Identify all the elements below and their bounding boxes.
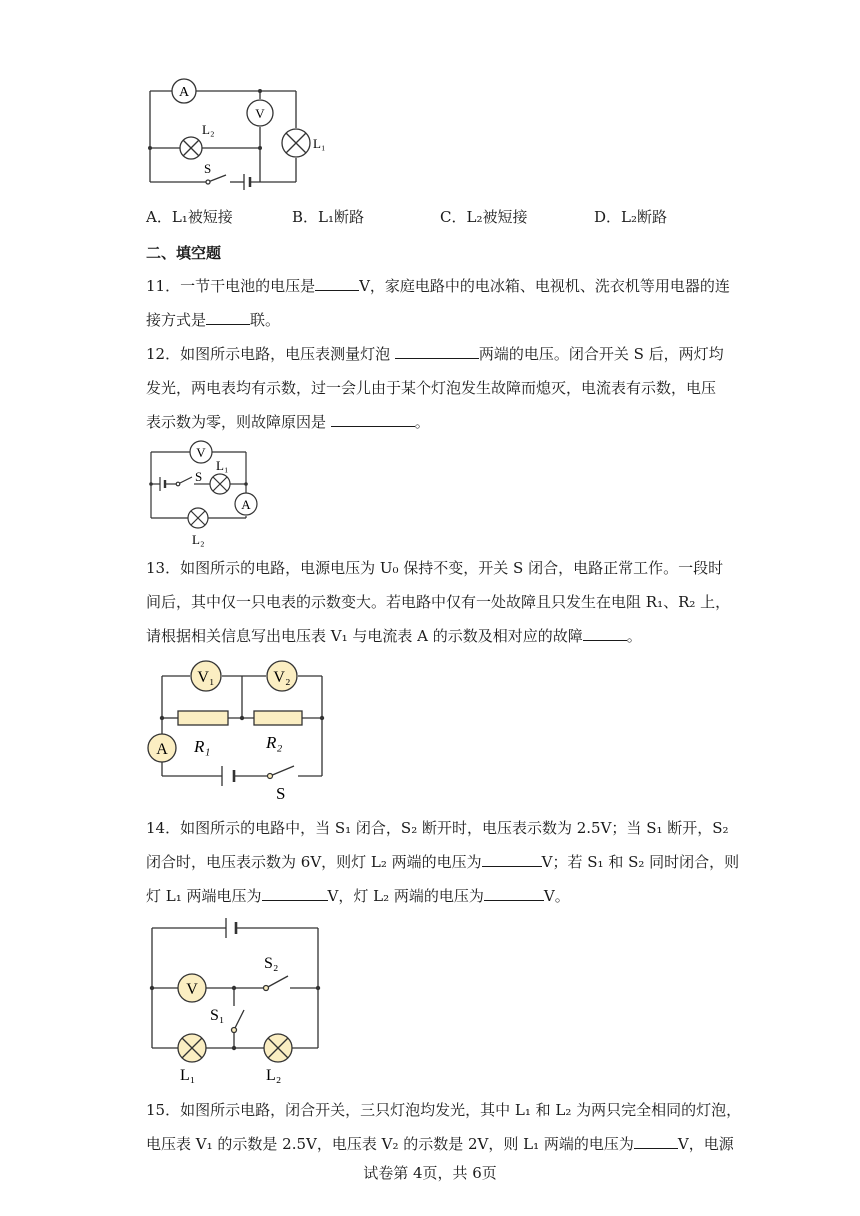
q13-resistor2-label: R₂ (266, 733, 283, 752)
q13-resistor1-label: R₁ (194, 737, 211, 756)
answer-blank[interactable] (484, 886, 544, 901)
q10-lamp2-label: L₂ (202, 122, 215, 137)
q13-line-3: 请根据相关信息写出电压表 V₁ 与电流表 A 的示数及相对应的故障 。 (146, 627, 642, 645)
q15-line-2: 电压表 V₁ 的示数是 2.5V，电压表 V₂ 的示数是 2V，则 L₁ 两端的电压为 V，电源 (146, 1135, 734, 1153)
q13-ammeter-label: A (156, 741, 168, 758)
q14-switch2-label: S₂ (264, 955, 279, 972)
answer-blank[interactable] (634, 1134, 678, 1149)
q10-lamp1-label: L₁ (313, 136, 326, 151)
q13-circuit-diagram (144, 658, 330, 806)
q12-line-3: 表示数为零，则故障原因是 。 (146, 413, 430, 431)
section-title-fill-in: 二、填空题 (146, 244, 222, 262)
answer-blank[interactable] (206, 310, 250, 325)
q13-switch-label: S (276, 784, 286, 803)
q14-lamp1-label: L₁ (180, 1067, 196, 1084)
q10-voltmeter-label: V (255, 106, 265, 121)
q14-voltmeter-label: V (186, 981, 198, 998)
q12-switch-label: S (195, 469, 203, 484)
page-footer: 试卷第 4页，共 6页 (363, 1164, 497, 1182)
q10-option-c: C．L₂被短接 (440, 208, 528, 226)
q14-line-3: 灯 L₁ 两端电压为 V，灯 L₂ 两端的电压为 V。 (146, 887, 570, 905)
q10-circuit-diagram (140, 72, 340, 192)
q10-ammeter-label: A (178, 85, 190, 100)
answer-blank[interactable] (331, 412, 415, 427)
q12-ammeter-label: A (241, 497, 251, 512)
q10-switch-label: S (204, 161, 212, 176)
q14-circuit-diagram (144, 912, 330, 1088)
q12-line-2: 发光，两电表均有示数，过一会儿由于某个灯泡发生故障而熄灭，电流表有示数，电压 (146, 379, 717, 397)
q13-line-1: 13．如图所示的电路，电源电压为 U₀ 保持不变，开关 S 闭合，电路正常工作。一段时 (146, 559, 724, 577)
answer-blank[interactable] (482, 852, 542, 867)
q13-line-2: 间后，其中仅一只电表的示数变大。若电路中仅有一处故障且只发生在电阻 R₁、R₂ 上， (146, 593, 731, 611)
q12-lamp1-label: L₁ (216, 458, 229, 473)
q14-lamp2-label: L₂ (266, 1067, 282, 1084)
q11-line-1: 11．一节干电池的电压是 V，家庭电路中的电冰箱、电视机、洗衣机等用电器的连 (146, 277, 730, 295)
q11-line-2: 接方式是 联。 (146, 311, 281, 329)
q10-option-d: D．L₂断路 (594, 208, 668, 226)
q13-voltmeter1-label: V₁ (197, 669, 215, 686)
q10-option-a: A．L₁被短接 (146, 208, 233, 226)
answer-blank[interactable] (395, 344, 479, 359)
answer-blank[interactable] (583, 626, 627, 641)
answer-blank[interactable] (315, 276, 359, 291)
q14-line-1: 14．如图所示的电路中，当 S₁ 闭合，S₂ 断开时，电压表示数为 2.5V；当 S₁ 断开，S₂ (146, 819, 729, 837)
q14-switch1-label: S₁ (210, 1007, 225, 1024)
q12-lamp2-label: L₂ (192, 532, 205, 547)
q14-line-2: 闭合时，电压表示数为 6V，则灯 L₂ 两端的电压为 V；若 S₁ 和 S₂ 同时闭合，则 (146, 853, 740, 871)
q12-voltmeter-label: V (196, 445, 206, 460)
answer-blank[interactable] (262, 886, 328, 901)
q15-line-1: 15．如图所示电路，闭合开关，三只灯泡均发光，其中 L₁ 和 L₂ 为两只完全相同的灯泡， (146, 1101, 742, 1119)
q12-circuit-diagram (144, 438, 270, 550)
q10-option-b: B．L₁断路 (292, 208, 364, 226)
q12-line-1: 12．如图所示电路，电压表测量灯泡 两端的电压。闭合开关 S 后，两灯均 (146, 345, 724, 363)
q13-voltmeter2-label: V₂ (273, 669, 291, 686)
